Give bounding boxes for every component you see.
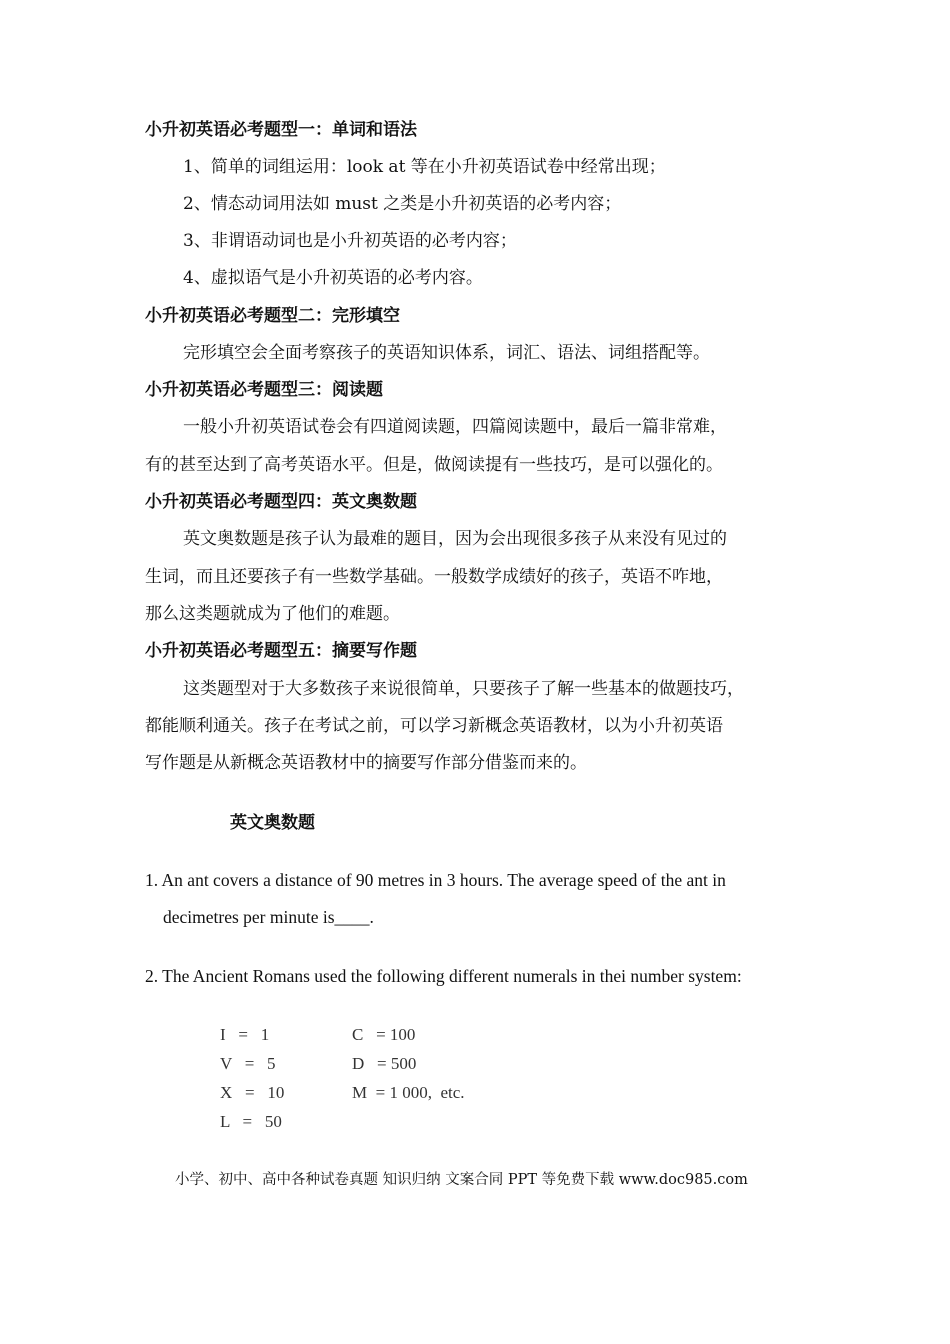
roman-numeral-row: V = 5 (220, 1054, 276, 1073)
roman-numeral-row: M = 1 000, etc. (352, 1083, 465, 1102)
question-1-line-2: decimetres per minute is____. (163, 907, 374, 927)
roman-numeral-row: L = 50 (220, 1112, 282, 1131)
roman-numeral-row: I = 1 (220, 1025, 270, 1044)
section-2-line-1: 完形填空会全面考察孩子的英语知识体系，词汇、语法、词组搭配等。 (183, 343, 710, 363)
olympiad-title: 英文奥数题 (230, 813, 315, 833)
roman-numeral-row: C = 100 (352, 1025, 416, 1044)
section-3-line-1: 一般小升初英语试卷会有四道阅读题，四篇阅读题中，最后一篇非常难， (183, 417, 727, 437)
section-heading-2: 小升初英语必考题型二：完形填空 (145, 306, 400, 326)
section-1-line-3: 3、非谓语动词也是小升初英语的必考内容； (183, 231, 517, 251)
section-1-line-4: 4、虚拟语气是小升初英语的必考内容。 (183, 268, 483, 288)
page-footer: 小学、初中、高中各种试卷真题 知识归纳 文案合同 PPT 等免费下载 www.doc985.com (175, 1172, 748, 1188)
section-heading-4: 小升初英语必考题型四：英文奥数题 (145, 492, 417, 512)
section-3-line-2: 有的甚至达到了高考英语水平。但是，做阅读提有一些技巧，是可以强化的。 (145, 455, 723, 475)
section-5-line-1: 这类题型对于大多数孩子来说很简单，只要孩子了解一些基本的做题技巧， (183, 679, 744, 699)
roman-numeral-row: X = 10 (220, 1083, 285, 1102)
question-1-line-1: 1. An ant covers a distance of 90 metres in 3 hours. The average speed of the ant in (145, 870, 726, 890)
roman-numeral-row: D = 500 (352, 1054, 417, 1073)
section-5-line-2: 都能顺利通关。孩子在考试之前，可以学习新概念英语教材，以为小升初英语 (145, 716, 723, 736)
section-heading-3: 小升初英语必考题型三：阅读题 (145, 380, 383, 400)
section-5-line-3: 写作题是从新概念英语教材中的摘要写作部分借鉴而来的。 (145, 753, 587, 773)
question-2-line-1: 2. The Ancient Romans used the following different numerals in thei number system: (145, 966, 742, 986)
section-heading-5: 小升初英语必考题型五：摘要写作题 (145, 641, 417, 661)
section-4-line-2: 生词，而且还要孩子有一些数学基础。一般数学成绩好的孩子，英语不咋地， (145, 567, 723, 587)
section-1-line-2: 2、情态动词用法如 must 之类是小升初英语的必考内容； (183, 194, 622, 214)
section-4-line-1: 英文奥数题是孩子认为最难的题目，因为会出现很多孩子从来没有见过的 (183, 529, 727, 549)
section-4-line-3: 那么这类题就成为了他们的难题。 (145, 604, 400, 624)
section-heading-1: 小升初英语必考题型一：单词和语法 (145, 120, 417, 140)
section-1-line-1: 1、简单的词组运用：look at 等在小升初英语试卷中经常出现； (183, 157, 666, 177)
